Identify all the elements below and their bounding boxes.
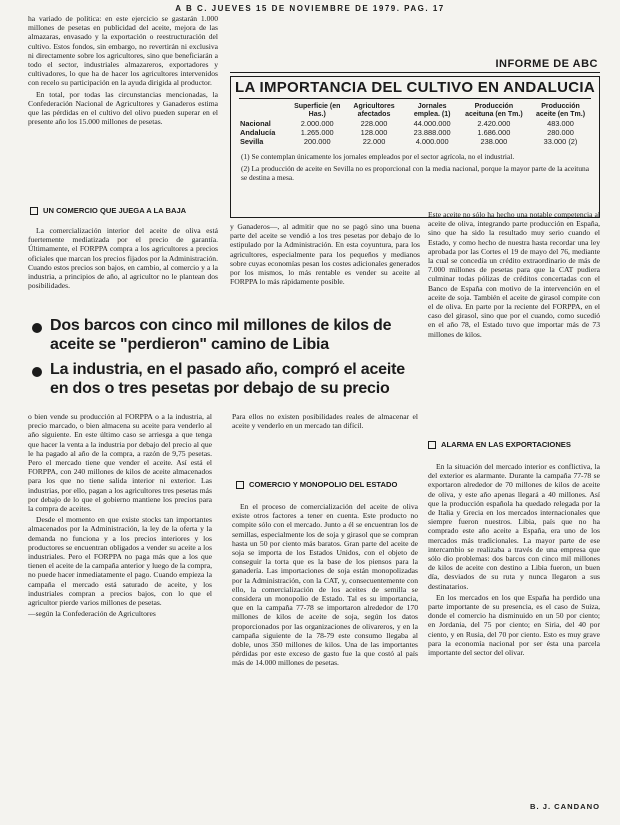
column-1-top (28, 14, 218, 204)
paragraph: y Ganaderos—, al admitir que no se pagó sino una buena parte del aceite se vendió a los tres pesetas por debajo de lo estipulado por la Administración. En esta coyuntura, para los agricultores, especialmente para los pequeños y medianos sobre cuyas economías pesan los costes adicionales generados por los mismos, lo más rentable es vender su aceite al FORPPA lo más rápidamente posible. (230, 222, 420, 287)
column-header (237, 103, 291, 119)
table-cell: 23.888.000 (413, 128, 451, 137)
statistics-box (230, 76, 600, 218)
table-note: (2) La producción de aceite en Sevilla no es proporcional con la media nacional, porque la mayor parte de la aceituna se destina a mesa. (241, 164, 589, 182)
column-2-upper (230, 222, 420, 314)
table-cell: 1.265.000 (300, 128, 334, 137)
headline-industria: La industria, en el pasado año, compró el aceite en dos o tres pesetas por debajo de su precio (50, 361, 405, 397)
author-signature: B. J. CANDANO (530, 802, 600, 811)
column-3-lower (428, 462, 600, 800)
table-cell: 228.000 (360, 119, 388, 128)
table-cell: 483.000 (547, 119, 574, 128)
paragraph: Para ellos no existen posibilidades reales de almacenar el aceite y venderlo en un mercado tan difícil. (232, 412, 418, 431)
subheading-text: ALARMA EN LAS EXPORTACIONES (441, 440, 571, 449)
headline-libia: Dos barcos con cinco mil millones de kilos de aceite se "perdieron" camino de Libia (50, 317, 392, 353)
paragraph: En el proceso de comercialización del aceite de oliva existe otros factores a tener en cuenta. Este producto no compite sólo con el mercado. Junto a él se encuentran los de semillas, especialmente los de soja y girasol que se compran hasta un 50 por ciento más baratos. Gran parte del aceite de soja se importa de los Estados Unidos, con el objeto de conseguir la torta que es la base de los piensos para la ganadería. Las importaciones de soja están monopolizadas por la Administración, con la CAT, y, consecuentemente con ello, la comercialización de los aceites de semilla se considera un monopolio de Estado. Tal es su importancia, que en la campaña 77-78 se importaron alrededor de 170 millones de kilos de aceite de soja, según los datos proporcionados por las organizaciones de olivareros, y en la campaña siguiente de la 78-79 este consumo llegaba al doble, unos 350 millones de kilos. Una de las importantes pérdidas por este exceso de gasto fue la que costó al país más de 14.000 millones de pesetas. (232, 502, 418, 668)
bullet-icon (32, 323, 42, 333)
paragraph: En total, por todas las circunstancias mencionadas, la Confederación Nacional de Agricultores y Ganaderos estima que las pérdidas en el cultivo del olivo pueden superar en el presente año los 15.000 millones de pesetas. (28, 89, 218, 127)
paragraph: o bien vende su producción al FORPPA o a la industria, al precio marcado, o bien almacena su aceite para venderlo al año siguiente. En este último caso se arriesga a que tenga que hacer la venta a la industria por debajo del precio al que le ha pagado al año de la compra, a razón de 9,75 pesetas. Pero el mercado tiene que vender el aceite. Así está el FORPPA, con 240 millones de kilos de aceite almacenados para los que no tiene salida interior ni exterior. Las industrias, por ello, pagan a los agricultores tres pesetas más por debajo de lo que el gobierno mantiene los precios para la compra de aceites. (28, 412, 212, 514)
table-cell: 128.000 (360, 128, 388, 137)
column-2-lower-top (232, 412, 418, 474)
table-cell: 2.420.000 (477, 119, 511, 128)
subheading-alarma (428, 440, 598, 449)
square-bullet-icon (30, 207, 38, 215)
paragraph: En la situación del mercado interior es conflictiva, la del exterior es alarmante. Durante la campaña 77-78 se exportaron alrededor de 70 millones de kilos de aceite de oliva, y este año apenas llegará a 40 millones. Así que la producción española ha quedado relegada por la de Italia y Grecia en los mercados internacionales que siempre fueron nuestros. Libia, país que no ha comprado este año aceite a España, era uno de los mercados más tradicionales. La mayor parte de ese intercambio se realizaba a través de una empresa que sólo dio problemas: dos barcos con cinco mil millones de kilos de aceite con destino a Libia fueron, un buen día, desviados de su ruta y nunca llegaron a sus destinatarios. (428, 462, 600, 591)
table-cell: 44.000.000 (413, 119, 451, 128)
table-cell: Nacional (240, 119, 271, 128)
column-header: Jornales emplea. (1) (413, 103, 451, 118)
table-note: (1) Se contemplan únicamente los jornales empleados por el sector agrícola, no el industrial. (241, 152, 515, 161)
column-2-lower (232, 502, 418, 812)
box-title: LA IMPORTANCIA DEL CULTIVO EN ANDALUCIA (234, 79, 596, 96)
column-header: Agricultores afectados (353, 103, 395, 118)
table-cell: Andalucía (240, 128, 276, 137)
table-cell: 238.000 (480, 137, 508, 146)
column-1-lower (28, 412, 212, 812)
section-label: INFORME DE ABC (495, 58, 598, 70)
table-cell: Sevilla (240, 137, 264, 146)
paragraph: Este aceite no sólo ha hecho una notable competencia al aceite de oliva, integrando parte producción en España, sino que ha sido la resultado muy serio cuando el Estado, y como hecho de nuestra hasta recordar una ley aprobada por las Cortes el 19 de mayo del 76, mediante la cual se concedía un crédito extraordinario de más de 7.000 millones de pesetas para que la CAT pudiera culminar todas pólizas de créditos concertadas con el Banco de España con motivo de la intervención en el aceite de soja. También el aceite de girasol compite con el de oliva. En parte por la reciente del FORPPA, en el caso del girasol, sino que por el cuando, como sucedió en el año 78, el Estado tuvo que importar más de 73 millones de kilos. (428, 210, 600, 339)
square-bullet-icon (428, 441, 436, 449)
table-row (237, 119, 593, 128)
column-header: Producción aceite (en Tm.) (536, 103, 586, 118)
paragraph: ha variado de política: en este ejercicio se gastarán 1.000 millones de pesetas en publicidad del aceite, mejora de las almazaras, envasado y la exportación o reestructuración del cultivo. Estos fondos, sin embargo, no revertirán ni exclusiva ni directamente sobre los agricultores, sino que beneficiarán a todo el sector, industriales almazareros, exportadores y cultivadores, lo que ha de hacer los agricultores intervenidos con recelo su participación en la ayuda dirigida al productor. (28, 14, 218, 88)
headline-band (28, 316, 420, 408)
divider (239, 98, 591, 99)
table-cell: 22.000 (362, 137, 386, 146)
subheading-monopolio (236, 480, 416, 489)
paragraph: Desde el momento en que existe stocks tan importantes almacenados por la Administración, la ley de la oferta y la demanda no funciona y a los precios interiores y los productores se encuentran obligados a vender su aceite a los industriales. Pero el FORPPA no paga más que a los que tienen el aceite de la campaña anterior y luego de la compra, no puede hacer inmediatamente el pago. Cuando empieza la campaña el mercado está saturado de aceite, y los industriales compran a precios bajos, con lo que el agricultor pierde varios millones de pesetas. (28, 515, 212, 608)
table-cell: 33.000 (2) (543, 137, 578, 146)
table-cell: 1.686.000 (477, 128, 511, 137)
table-header-row (237, 103, 593, 119)
square-bullet-icon (236, 481, 244, 489)
paragraph: La comercialización interior del aceite de oliva está fuertemente mediatizada por el precio de garantía. Últimamente, el FORPPA compra a los agricultores a precios oficiales que marcan los precios fijados por la Administración. Cuando estos precios son bajos, en cambio, al comercio y a la industria, a principios de año, al agricultor no le plantean dos posibilidades. (28, 226, 218, 291)
bullet-icon (32, 367, 42, 377)
production-table (237, 103, 593, 146)
paragraph: En los mercados en los que España ha perdido una parte importante de su presencia, es el caso de Suiza, donde el comercio ha disminuido en un 50 por ciento; en Jordania, del 75 por ciento; en Siria, del 40 por ciento, y en Rusia, del 70 por ciento. Esto es muy grave para la economía nacional por ser ésta una parcela importante del sector del olivar. (428, 592, 600, 658)
column-header: Producción aceituna (en Tm.) (465, 103, 523, 118)
table-cell: 2.000.000 (300, 119, 334, 128)
subheading-comercio (30, 206, 218, 215)
divider (230, 72, 600, 73)
column-3-upper (428, 210, 600, 432)
table-cell: 200.000 (303, 137, 331, 146)
table-row (237, 128, 593, 137)
table-cell: 280.000 (547, 128, 574, 137)
table-cell: 4.000.000 (415, 137, 449, 146)
page-header-line: A B C. JUEVES 15 DE NOVIEMBRE DE 1979. PAG. 17 (175, 4, 445, 13)
subheading-text: UN COMERCIO QUE JUEGA A LA BAJA (43, 206, 187, 215)
column-1-comercio-text (28, 226, 218, 306)
subheading-text: COMERCIO Y MONOPOLIO DEL ESTADO (249, 480, 398, 489)
paragraph: —según la Confederación de Agricultores (28, 609, 156, 619)
column-header: Superficie (en Has.) (294, 103, 341, 118)
table-row (237, 137, 593, 146)
